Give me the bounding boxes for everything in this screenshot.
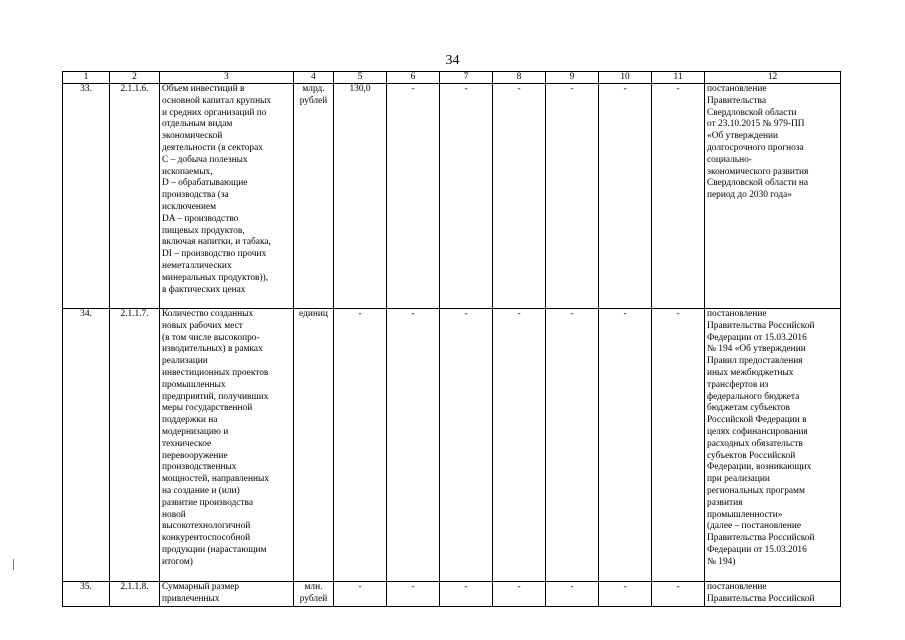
column-number: 9 [546, 72, 599, 84]
indicator-cell: Количество созданных новых рабочих мест (в том числе высокопро- изводительных) в рамках реализации инвестиционных проектов промышленных предприятий, получивших меры государственной поддержки на модернизацию и техническое перевооружение производственных мощностей, направленных на создание и (или) развитие производства новой высокотехнологичной конкурентоспособной продукции (нарастающим итогом) [160, 309, 294, 582]
source-cell: постановление Правительства Свердловской области от 23.10.2015 № 979-ПП «Об утверждении долгосрочного прогноза социально- экономического развития Свердловской области на период до 2030 года» [705, 84, 841, 309]
row-number-cell: 33. [63, 84, 110, 309]
column-number: 12 [705, 72, 841, 84]
column-number: 7 [440, 72, 493, 84]
table-row [63, 582, 841, 607]
unit-cell: млрд. рублей [294, 84, 334, 309]
value-cell: - [546, 582, 599, 607]
unit-cell: единиц [294, 309, 334, 582]
value-cell: - [334, 582, 387, 607]
page-number: 34 [445, 53, 460, 68]
code-cell: 2.1.1.7. [110, 309, 160, 582]
row-number-cell: 35. [63, 582, 110, 607]
value-cell: - [652, 582, 705, 607]
column-number-row [63, 72, 841, 84]
value-cell: - [546, 309, 599, 582]
table-row [63, 309, 841, 582]
value-cell: - [387, 84, 440, 309]
row-number-cell: 34. [63, 309, 110, 582]
value-cell: - [387, 309, 440, 582]
column-number: 6 [387, 72, 440, 84]
value-cell: - [493, 582, 546, 607]
value-cell: 130,0 [334, 84, 387, 309]
code-cell: 2.1.1.6. [110, 84, 160, 309]
value-cell: - [440, 582, 493, 607]
column-number: 4 [294, 72, 334, 84]
value-cell: - [334, 309, 387, 582]
value-cell: - [493, 84, 546, 309]
value-cell: - [493, 309, 546, 582]
value-cell: - [652, 309, 705, 582]
column-number: 1 [63, 72, 110, 84]
value-cell: - [546, 84, 599, 309]
value-cell: - [599, 582, 652, 607]
source-cell: постановление Правительства Российской Федерации от 15.03.2016 № 194 «Об утверждении Правил предоставления иных межбюджетных трансфертов из федерального бюджета бюджетам субъектов Российской Федерации в целях софинансирования расходных обязательств субъектов Российской Федерации, возникающих при реализации региональных программ развития промышленности» (далее – постановление Правительства Российской Федерации от 15.03.2016 № 194) [705, 309, 841, 582]
column-number: 5 [334, 72, 387, 84]
indicator-cell: Суммарный размер привлеченных [160, 582, 294, 607]
value-cell: - [440, 309, 493, 582]
column-number: 8 [493, 72, 546, 84]
value-cell: - [599, 309, 652, 582]
unit-cell: млн. рублей [294, 582, 334, 607]
indicators-table [62, 71, 841, 607]
column-number: 2 [110, 72, 160, 84]
value-cell: - [652, 84, 705, 309]
table-row [63, 84, 841, 309]
scan-mark [13, 559, 14, 570]
value-cell: - [387, 582, 440, 607]
value-cell: - [599, 84, 652, 309]
column-number: 11 [652, 72, 705, 84]
column-number: 3 [160, 72, 294, 84]
code-cell: 2.1.1.8. [110, 582, 160, 607]
value-cell: - [440, 84, 493, 309]
source-cell: постановление Правительства Российской [705, 582, 841, 607]
column-number: 10 [599, 72, 652, 84]
indicator-cell: Объем инвестиций в основной капитал крупных и средних организаций по отдельным видам экономической деятельности (в секторах C – добыча полезных ископаемых, D – обрабатывающие производства (за исключением DA – производство пищевых продуктов, включая напитки, и табака, DI – производство прочих неметаллических минеральных продуктов)), в фактических ценах [160, 84, 294, 309]
